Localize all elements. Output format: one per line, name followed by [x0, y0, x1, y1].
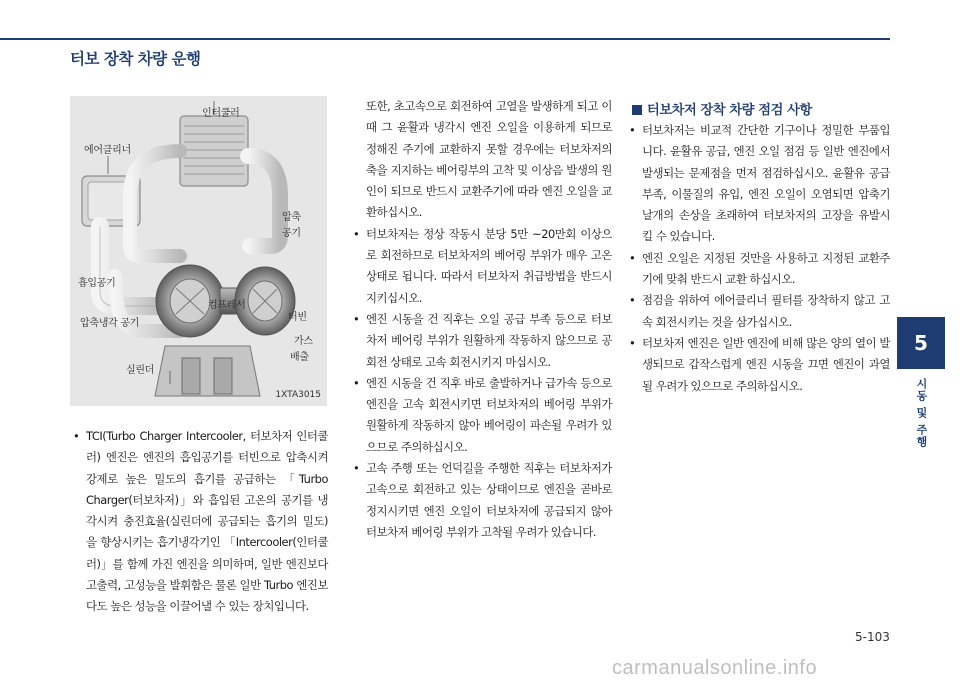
column-3 — [628, 120, 890, 397]
square-bullet-icon — [632, 105, 642, 115]
list-item: • 엔진 오일은 지정된 것만을 사용하고 지정된 교환주기에 맞춰 반드시 교환 하십시오. — [628, 248, 890, 291]
subsection-title — [632, 99, 812, 118]
list-item: • 점검을 위하여 에어클리너 필터를 장착하지 않고 고속 회전시키는 것을 삼가십시오. — [628, 290, 890, 333]
label-exhaust-gas-2: 배출 — [290, 352, 309, 363]
list-item: • 터보차저는 정상 작동시 분당 5만 ~20만회 이상으로 회전하므로 터보차저의 베어링 부위가 매우 고온상태로 됩니다. 따라서 터보차저 취급방법을 반드시 지키십시오. — [352, 224, 612, 309]
label-exhaust-gas-1: 가스 — [294, 336, 313, 347]
list-item: • TCI(Turbo Charger Intercooler, 터보차저 인터쿨러) 엔진은 엔진의 흡입공기를 터빈으로 압축시켜 강제로 높은 밀도의 흡기를 공급하는 「Turbo Charger(터보차저)」와 흡입된 고온의 공기를 냉각시켜 충진효율(실린더에 공급되는 흡기의 밀도)을 향상시키는 흡기냉각기인 「Intercooler(인터쿨러)」를 함께 가진 엔진을 의미하며, 일반 엔진보다 고출력, 고성능을 발휘함은 물론 일반 Turbo 엔진보다도 높은 성능을 이끌어낼 수 있는 장치입니다. — [72, 426, 328, 618]
label-intercooler: 인터쿨러 — [202, 108, 240, 119]
label-compressed-cooled-air: 압축냉각 공기 — [80, 318, 140, 329]
column-2 — [352, 96, 612, 543]
chapter-name: 시동 및 주행 — [915, 378, 928, 448]
top-rule — [0, 38, 890, 40]
label-compressed-air-1: 압축 — [282, 212, 301, 223]
label-turbine: 터빈 — [288, 312, 307, 323]
label-cylinder: 실린더 — [126, 365, 155, 376]
paragraph-intro: 또한, 초고속으로 회전하여 고열을 발생하게 되고 이때 그 윤활과 냉각시 엔진 오일을 이용하게 되므로 정해진 주기에 교환하지 못할 경우에는 터보차저의 축을 지지하는 베어링부의 고착 및 이상음 발생의 원인이 되므로 반드시 교환주기에 따라 엔진 오일을 교환하십시오. — [366, 99, 612, 220]
compressed-air-pipe — [248, 156, 280, 246]
label-compressor: 컴프레서 — [208, 300, 246, 311]
section-title: 터보 장착 차량 운행 — [70, 50, 201, 68]
cylinder-block — [155, 346, 260, 396]
chapter-tab: 5 — [897, 317, 945, 369]
list-item: • 터보차저 엔진은 일반 엔진에 비해 많은 양의 열이 발생되므로 갑작스럽게 엔진 시동을 끄면 엔진이 과열될 우려가 있으므로 주의하십시오. — [628, 333, 890, 397]
list-item: • 고속 주행 또는 언덕길을 주행한 직후는 터보차저가 고속으로 회전하고 있는 상태이므로 엔진을 곧바로 정지시키면 엔진 오일이 터보차저에 공급되지 않아 터보차저 베어링 부위가 고착될 우려가 있습니다. — [352, 458, 612, 543]
label-compressed-air-2: 공기 — [282, 228, 301, 239]
list-item: • 엔진 시동을 건 직후는 오일 공급 부족 등으로 터보차저 베어링 부위가 원활하게 작동하지 않으므로 공회전 상태로 고속 회전시키지 마십시오. — [352, 309, 612, 373]
label-air-cleaner: 에어클리너 — [84, 145, 131, 156]
list-item: • 터보차저는 비교적 간단한 기구이나 정밀한 부품입니다. 윤활유 공급, 엔진 오일 점검 등 일반 엔진에서 발생되는 문제점을 먼저 점검하십시오. 윤활유 공급 부족, 이물질의 유입, 엔진 오일이 오염되면 압축기 날개의 손상을 초래하여 터보차저의 고장을 유발시킬 수 있습니다. — [628, 120, 890, 248]
column-1 — [72, 426, 328, 618]
label-intake-air: 흡입공기 — [78, 278, 116, 289]
subsection-title-text: 터보차저 장착 차량 점검 사항 — [647, 103, 812, 118]
page-number: 5-103 — [855, 630, 890, 644]
list-item: • 엔진 시동을 건 직후 바로 출발하거나 급가속 등으로 엔진을 고속 회전시키면 터보차저의 베어링 부위가 원활하게 작동하지 않아 베어링이 파손될 우려가 있으므로 주의하십시오. — [352, 373, 612, 458]
watermark: carmanualsonline.info — [612, 657, 818, 679]
figure-code: 1XTA3015 — [275, 390, 321, 400]
turbo-diagram — [70, 96, 327, 406]
